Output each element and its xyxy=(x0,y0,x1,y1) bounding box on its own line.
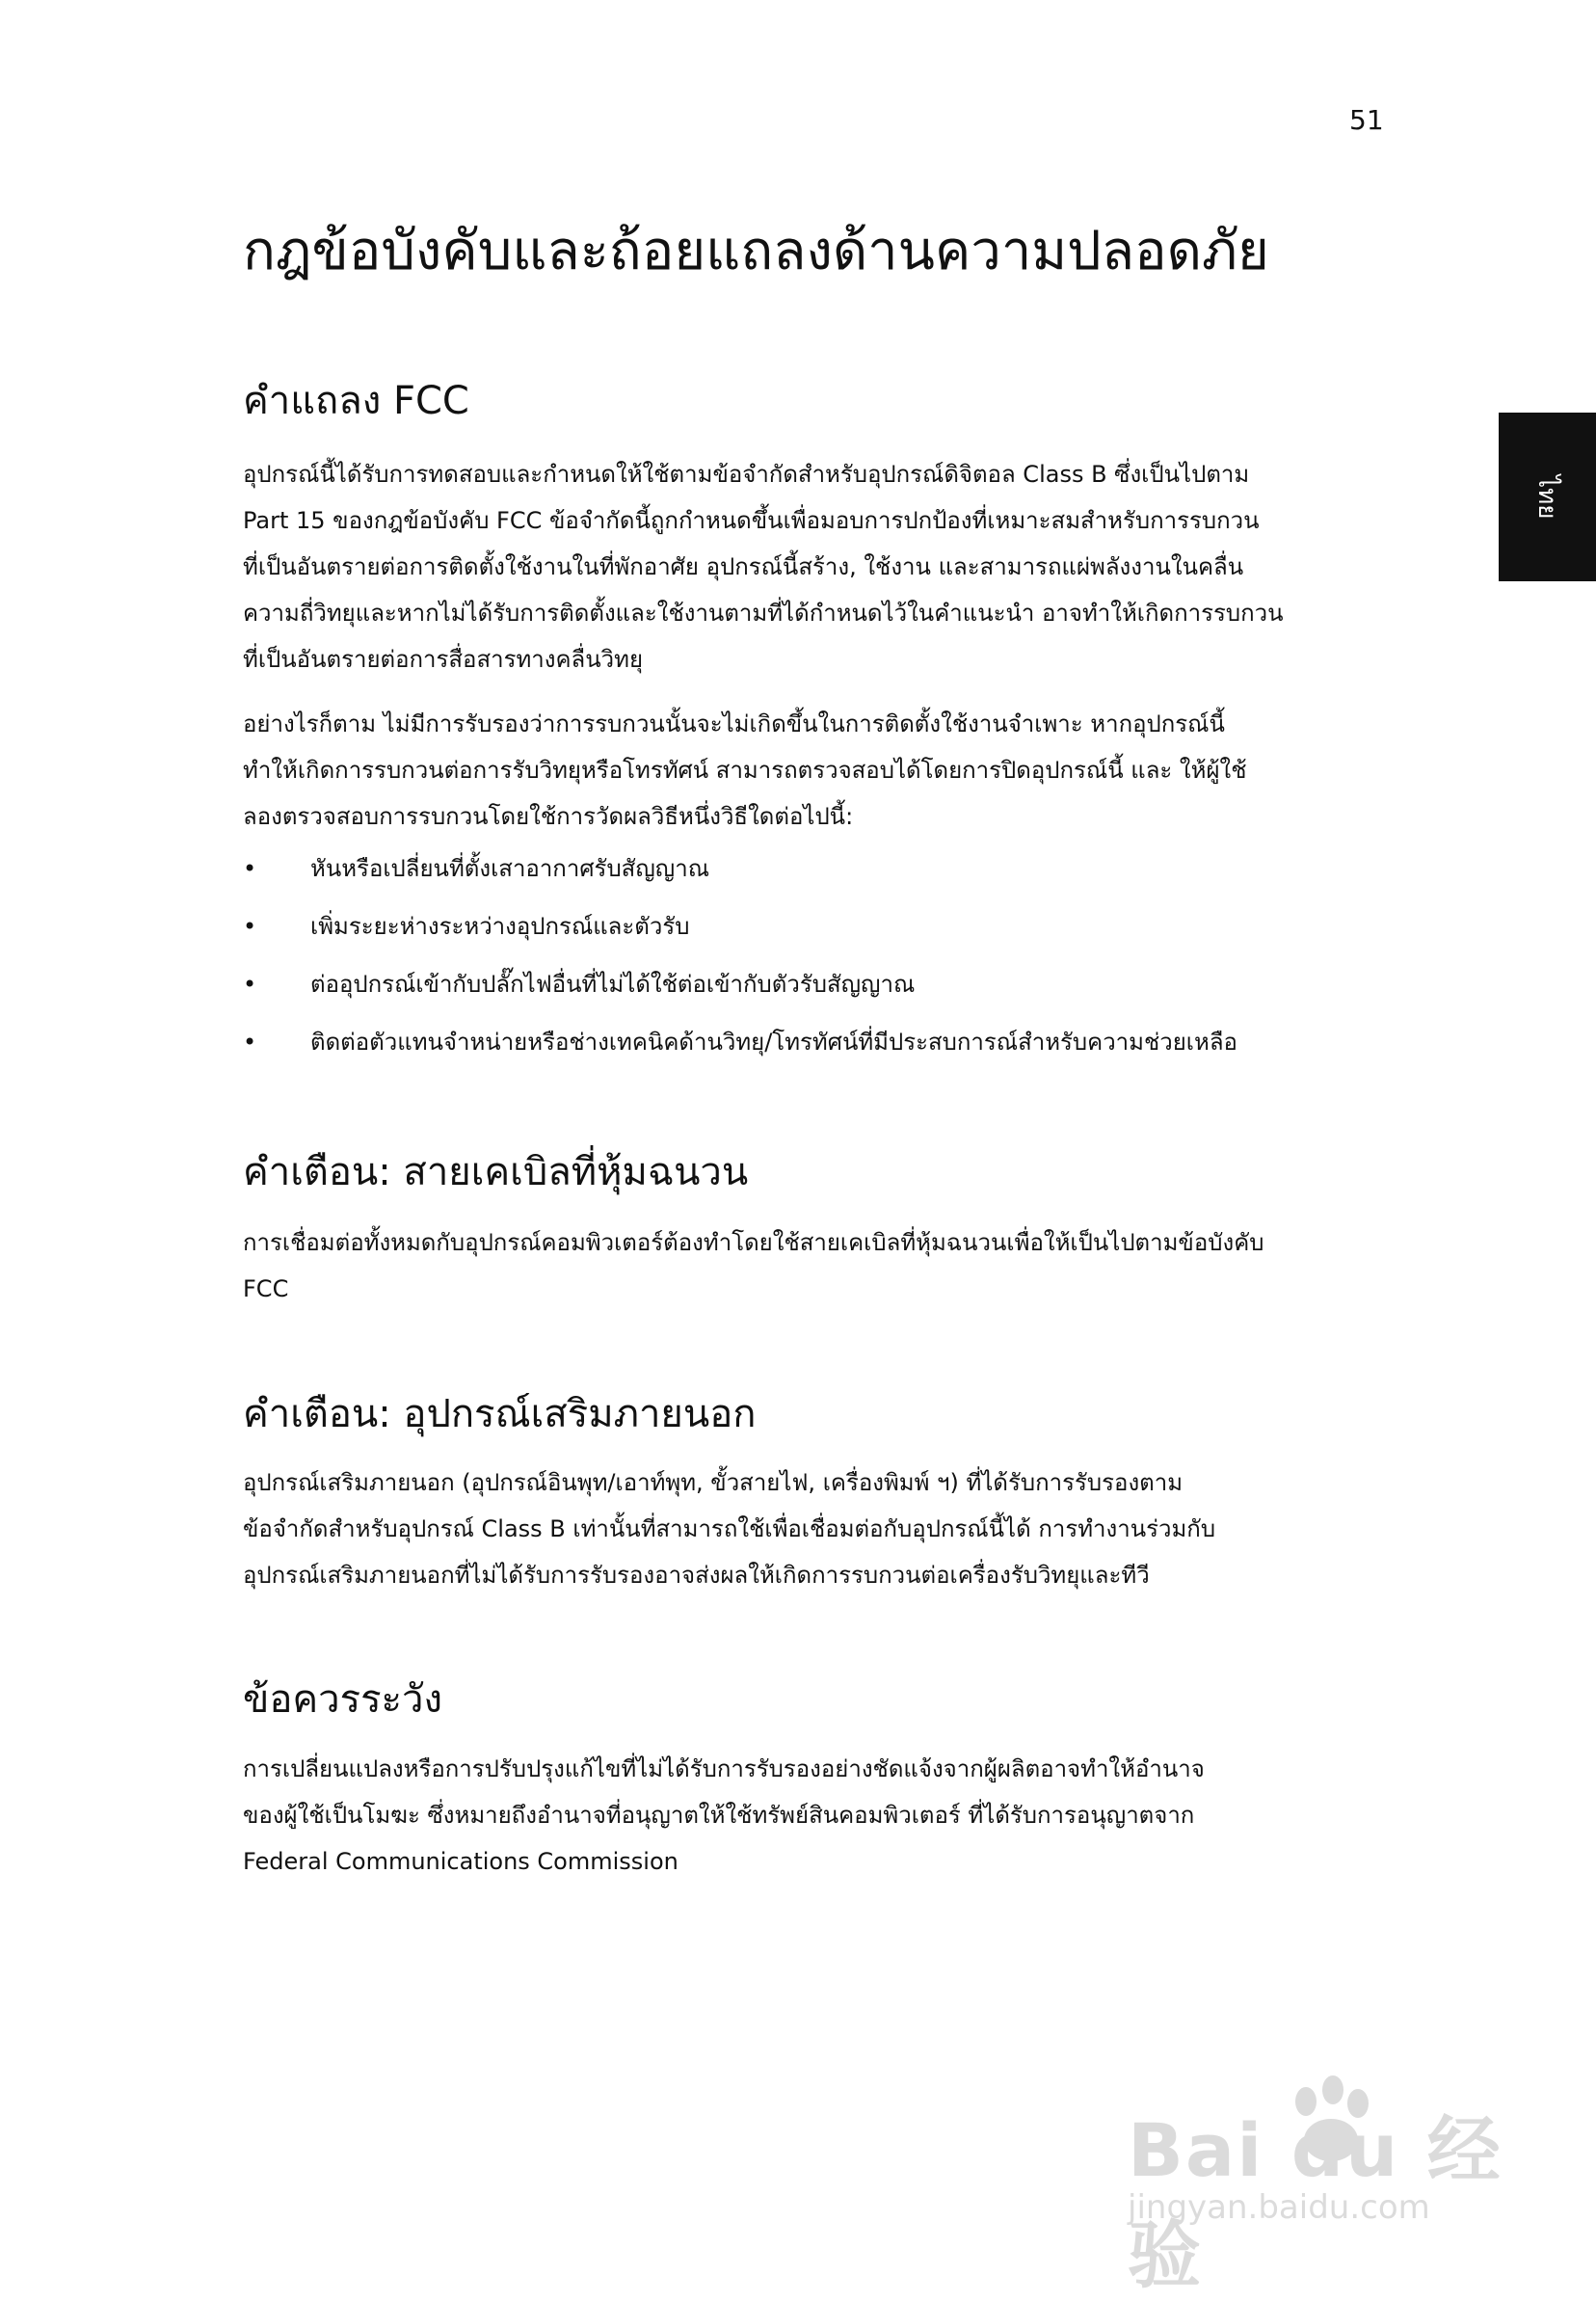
peripheral-line: อุปกรณ์เสริมภายนอก (อุปกรณ์อินพุท/เอาท์พุท, ขั้วสายไฟ, เครื่องพิมพ์ ฯ) ที่ได้รับการรับรองตาม xyxy=(243,1469,1184,1496)
watermark-url: jingyan.baidu.com xyxy=(1128,2188,1430,2227)
fcc-paragraph-1 xyxy=(243,451,1370,683)
baidu-watermark xyxy=(1099,2073,1523,2298)
peripheral-line: อุปกรณ์เสริมภายนอกที่ไม่ได้รับการรับรองอาจส่งผลให้เกิดการรบกวนต่อเครื่องรับวิทยุและทีวี xyxy=(243,1562,1150,1589)
list-item-text: ติดต่อตัวแทนจำหน่ายหรือช่างเทคนิคด้านวิทยุ/โทรทัศน์ที่มีประสบการณ์สำหรับความช่วยเหลือ xyxy=(310,1029,1237,1056)
list-item xyxy=(243,1019,1370,1077)
list-item xyxy=(243,903,1370,961)
page-number: 51 xyxy=(1349,104,1384,136)
fcc-p1-line: ที่เป็นอันตรายต่อการสื่อสารทางคลื่นวิทยุ xyxy=(243,646,644,673)
peripheral-heading: คำเตือน: อุปกรณ์เสริมภายนอก xyxy=(243,1392,757,1436)
caution-line: การเปลี่ยนแปลงหรือการปรับปรุงแก้ไขที่ไม่ได้รับการรับรองอย่างชัดแจ้งจากผู้ผลิตอาจทำให้อำนาจ xyxy=(243,1755,1205,1782)
fcc-p2-line: ลองตรวจสอบการรบกวนโดยใช้การวัดผลวิธีหนึ่งวิธีใดต่อไปนี้: xyxy=(243,803,854,830)
list-item xyxy=(243,961,1370,1019)
fcc-heading: คำแถลง FCC xyxy=(243,379,469,423)
fcc-bullet-list xyxy=(243,845,1370,1077)
fcc-p2-line: อย่างไรก็ตาม ไม่มีการรับรองว่าการรบกวนนั้นจะไม่เกิดขึ้นในการติดตั้งใช้งานจำเพาะ หากอุปกรณ์นี้ xyxy=(243,710,1225,737)
bullet-icon: • xyxy=(243,1029,257,1056)
list-item-text: เพิ่มระยะห่างระหว่างอุปกรณ์และตัวรับ xyxy=(310,913,690,940)
bullet-icon: • xyxy=(243,913,257,940)
caution-paragraph xyxy=(243,1746,1370,1885)
fcc-p1-line: อุปกรณ์นี้ได้รับการทดสอบและกำหนดให้ใช้ตามข้อจำกัดสำหรับอุปกรณ์ดิจิตอล Class B ซึ่งเป็นไปตาม xyxy=(243,461,1250,488)
shielded-line: FCC xyxy=(243,1275,289,1302)
fcc-p1-line: Part 15 ของกฎข้อบังคับ FCC ข้อจำกัดนี้ถูกกำหนดขึ้นเพื่อมอบการปกป้องที่เหมาะสมสำหรับการรบกวน xyxy=(243,507,1260,534)
peripheral-line: ข้อจำกัดสำหรับอุปกรณ์ Class B เท่านั้นที่สามารถใช้เพื่อเชื่อมต่อกับอุปกรณ์นี้ได้ การทำงานร่วมกับ xyxy=(243,1515,1216,1542)
peripheral-paragraph xyxy=(243,1459,1370,1598)
language-tab-label: ไทย xyxy=(1532,474,1561,520)
watermark-logo: Bai du 经验 xyxy=(1128,2107,1503,2298)
list-item-text: หันหรือเปลี่ยนที่ตั้งเสาอากาศรับสัญญาณ xyxy=(310,855,709,882)
fcc-paragraph-2 xyxy=(243,701,1370,840)
caution-heading: ข้อควรระวัง xyxy=(243,1677,443,1722)
caution-line: ของผู้ใช้เป็นโมฆะ ซึ่งหมายถึงอำนาจที่อนุญาตให้ใช้ทรัพย์สินคอมพิวเตอร์ ที่ได้รับการอนุญาตจาก xyxy=(243,1802,1195,1829)
language-tab xyxy=(1499,413,1596,581)
page-title: กฎข้อบังคับและถ้อยแถลงด้านความปลอดภัย xyxy=(243,220,1269,282)
fcc-p2-line: ทำให้เกิดการรบกวนต่อการรับวิทยุหรือโทรทัศน์ สามารถตรวจสอบได้โดยการปิดอุปกรณ์นี้ และ ให้ผู้ใช้ xyxy=(243,757,1247,784)
caution-line: Federal Communications Commission xyxy=(243,1848,678,1875)
fcc-p1-line: ที่เป็นอันตรายต่อการติดตั้งใช้งานในที่พักอาศัย อุปกรณ์นี้สร้าง, ใช้งาน และสามารถแผ่พลังงานในคลื่น xyxy=(243,553,1244,580)
shielded-line: การเชื่อมต่อทั้งหมดกับอุปกรณ์คอมพิวเตอร์ต้องทำโดยใช้สายเคเบิลที่หุ้มฉนวนเพื่อให้เป็นไปตามข้อบังคับ xyxy=(243,1229,1264,1256)
list-item-text: ต่ออุปกรณ์เข้ากับปลั๊กไฟอื่นที่ไม่ได้ใช้ต่อเข้ากับตัวรับสัญญาณ xyxy=(310,971,916,998)
bullet-icon: • xyxy=(243,971,257,998)
shielded-cables-heading: คำเตือน: สายเคเบิลที่หุ้มฉนวน xyxy=(243,1150,749,1194)
shielded-cables-paragraph xyxy=(243,1219,1370,1312)
fcc-p1-line: ความถี่วิทยุและหากไม่ได้รับการติดตั้งและใช้งานตามที่ได้กำหนดไว้ในคำแนะนำ อาจทำให้เกิดการรบกวน xyxy=(243,600,1284,627)
list-item xyxy=(243,845,1370,903)
bullet-icon: • xyxy=(243,855,257,882)
